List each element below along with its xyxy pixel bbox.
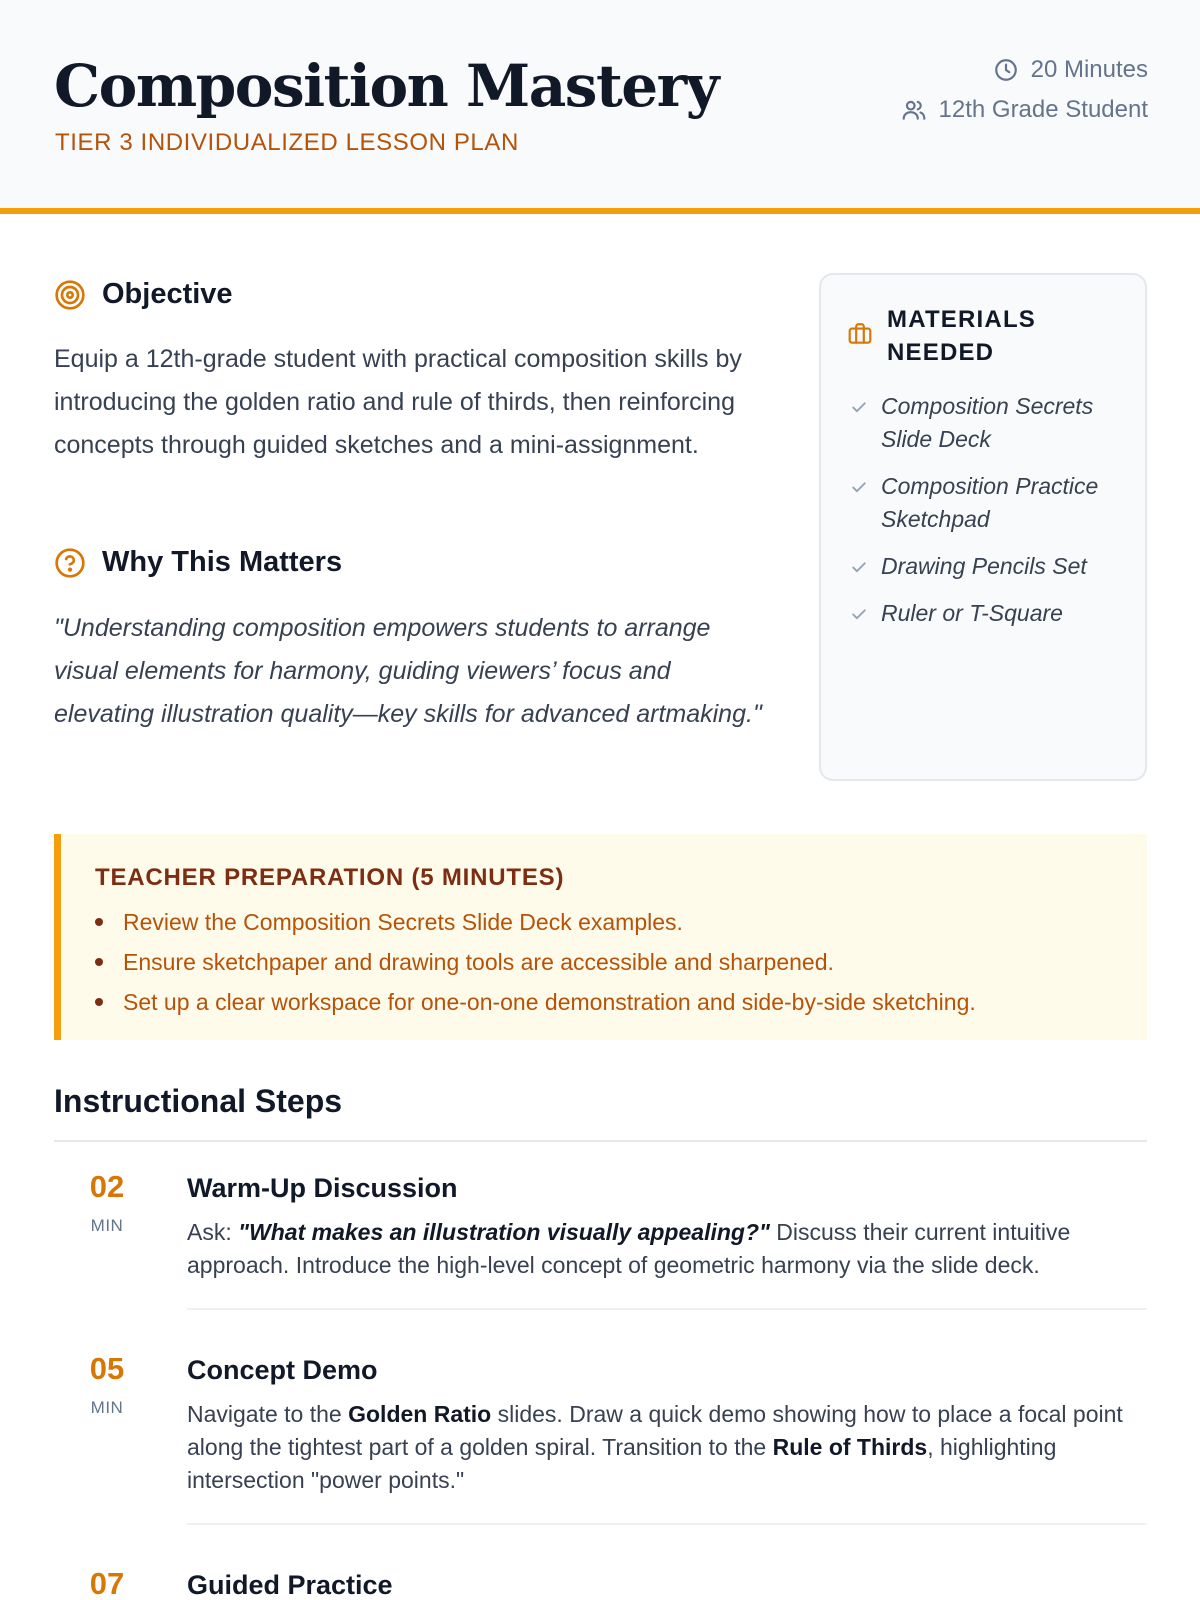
users-icon [901,97,927,123]
step-emphasis: Golden Ratio [348,1401,492,1427]
divider [187,1308,1147,1310]
step-unit: MIN [90,1216,124,1235]
student-meta [901,96,1148,124]
step-text: slides. Draw a quick demo showing how to place a focal point along the tightest part of a golden spiral. Transition to the [187,1401,1123,1460]
step-text: Ask: [187,1219,239,1245]
duration-meta [993,56,1148,84]
divider [54,1140,1147,1142]
bullet-icon [95,998,103,1006]
help-circle-icon [54,547,86,579]
student-text: 12th Grade Student [938,96,1148,123]
step-minutes: 05 [89,1351,125,1386]
objective-text: Equip a 12th-grade student with practical composition skills by introducing the golden ratio and rule of thirds, then reinforcing concepts through guided sketches and a mini-assignment. [54,345,742,459]
prep-title: TEACHER PREPARATION (5 MINUTES) [95,864,565,891]
step-description [187,1398,1147,1497]
target-icon [54,279,86,311]
material-label: Composition Practice Sketchpad [881,473,1099,532]
list-item [849,597,1129,630]
list-item [95,982,976,1022]
step-title: Warm-Up Discussion [187,1173,458,1203]
step-title: Concept Demo [187,1355,378,1385]
bullet-icon [95,958,103,966]
step-quote: "What makes an illustration visually appealing?" [238,1219,770,1245]
materials-heading [847,303,1077,369]
materials-list [849,390,1129,644]
clock-icon [993,57,1019,83]
lesson-header [0,0,1200,214]
briefcase-icon [847,321,873,347]
check-icon [849,604,869,624]
prep-item-text: Ensure sketchpaper and drawing tools are accessible and sharpened. [123,949,834,975]
bullet-icon [95,918,103,926]
why-heading [54,546,342,579]
objective-heading-text: Objective [102,278,233,310]
divider [187,1523,1147,1525]
why-heading-text: Why This Matters [102,546,343,578]
step-text: , highlighting intersection "power points." [187,1434,1057,1493]
list-item [849,390,1129,456]
material-label: Composition Secrets Slide Deck [881,393,1094,452]
check-icon [849,557,869,577]
steps-heading: Instructional Steps [54,1083,343,1119]
material-label: Ruler or T-Square [881,600,1063,626]
check-icon [849,477,869,497]
list-item [849,550,1129,583]
list-item [849,470,1129,536]
materials-card [819,273,1147,781]
objective-heading [54,278,233,311]
prep-item-text: Review the Composition Secrets Slide Deck examples. [123,909,683,935]
page-title: Composition Mastery [54,52,718,120]
duration-text: 20 Minutes [1030,56,1148,83]
step-description [187,1216,1147,1282]
step-title: Guided Practice [187,1570,393,1600]
step-text: Navigate to the [187,1401,349,1427]
page-subtitle: TIER 3 INDIVIDUALIZED LESSON PLAN [55,129,519,156]
prep-item-text: Set up a clear workspace for one-on-one demonstration and side-by-side sketching. [123,989,976,1015]
why-text: "Understanding composition empowers students to arrange visual elements for harmony, guiding viewers’ focus and elevating illustration quality—key skills for advanced artmaking." [54,614,762,728]
check-icon [849,397,869,417]
teacher-prep-callout [54,834,1147,1040]
step-text: Discuss their current intuitive approach. Introduce the high-level concept of geometric harmony via the slide deck. [187,1219,1071,1278]
step-unit: MIN [90,1398,124,1417]
list-item [95,902,976,942]
materials-title: MATERIALS NEEDED [887,306,1037,366]
material-label: Drawing Pencils Set [881,553,1087,579]
step-minutes: 02 [89,1169,125,1204]
step-minutes: 07 [89,1566,125,1600]
prep-list [95,902,976,1022]
list-item [95,942,976,982]
step-emphasis: Rule of Thirds [772,1434,928,1460]
